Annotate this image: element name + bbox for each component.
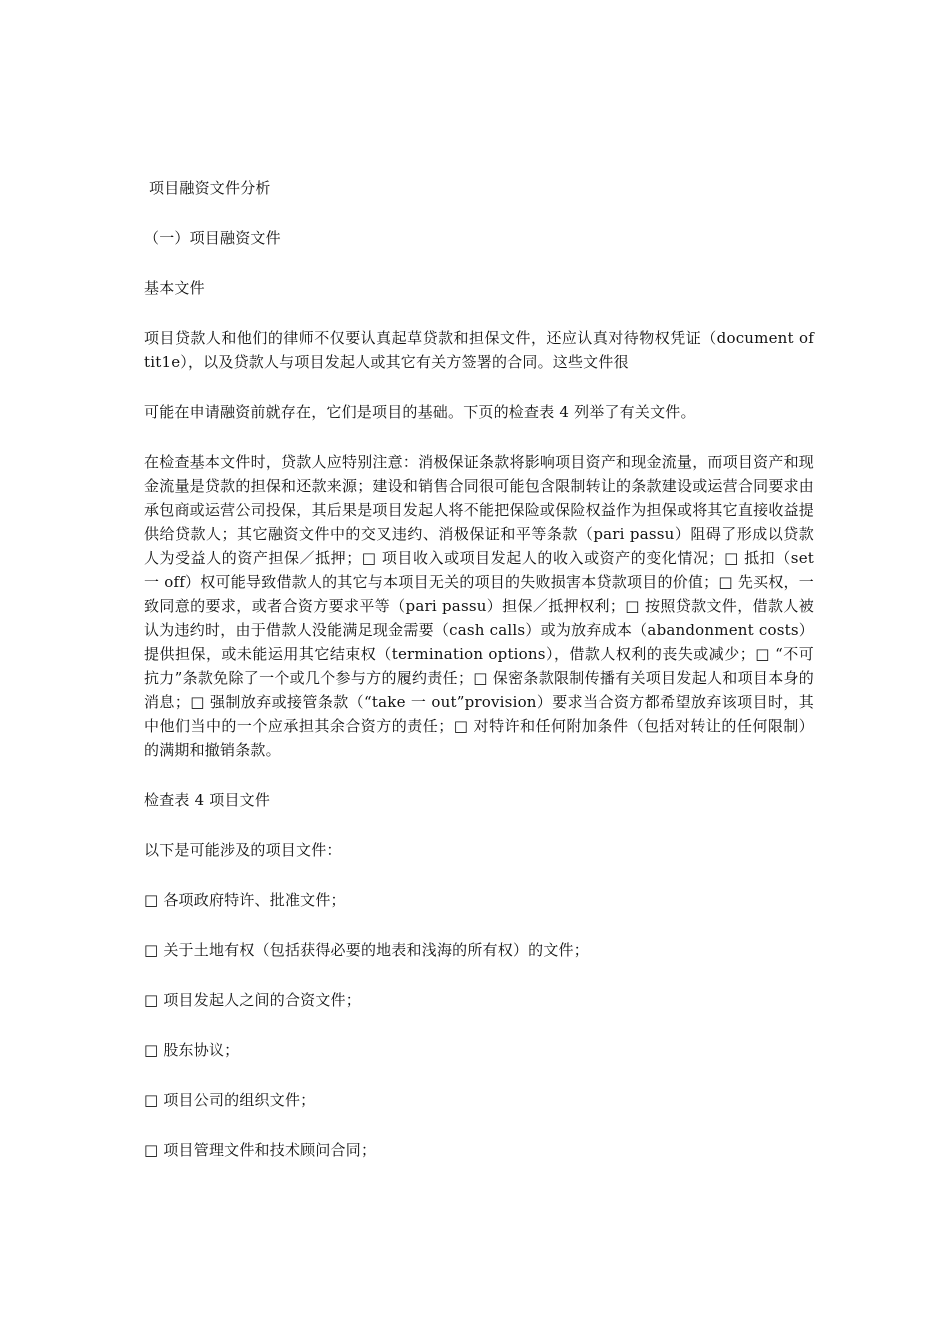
paragraph-2: 可能在申请融资前就存在，它们是项目的基础。下页的检查表 4 列举了有关文件。 bbox=[144, 403, 696, 421]
checklist-item: □ 项目公司的组织文件； bbox=[144, 1091, 316, 1109]
subheading-basic-documents: 基本文件 bbox=[144, 279, 205, 297]
checklist-item: □ 项目发起人之间的合资文件； bbox=[144, 991, 361, 1009]
checklist-item: □ 股东协议； bbox=[144, 1041, 240, 1059]
paragraph-3: 在检查基本文件时，贷款人应特别注意：消极保证条款将影响项目资产和现金流量，而项目资产和现金流量是贷款的担保和还款来源；建设和销售合同很可能包含限制转让的条款建设或运营合同要求由承包商或运营公司投保，其后果是项目发起人将不能把保险或保险权益作为担保或将其它直接收益提供给贷款人；其它融资文件中的交叉违约、消极保证和平等条款（pari passu）阻碍了形成以贷款人为受益人的资产担保／抵押；□ 项目收入或项目发起人的收入或资产的变化情况；□ 抵扣（set 一 off）权可能导致借款人的其它与本项目无关的项目的失败损害本贷款项目的价值；□ 先买权，一致同意的要求，或者合资方要求平等（pari passu）担保／抵押权利；□ 按照贷款文件，借款人被认为违约时，由于借款人没能满足现金需要（cash calls）或为放弃成本（abandonment costs）提供担保，或未能运用其它结束权（termination options），借款人权利的丧失或减少；□ “不可抗力”条款免除了一个或几个参与方的履约责任；□ 保密条款限制传播有关项目发起人和项目本身的消息；□ 强制放弃或接管条款（“take 一 out”provision）要求当合资方都希望放弃该项目时，其中他们当中的一个应承担其余合资方的责任；□ 对特许和任何附加条件（包括对转让的任何限制）的满期和撤销条款。 bbox=[144, 453, 814, 759]
paragraph-1: 项目贷款人和他们的律师不仅要认真起草贷款和担保文件，还应认真对待物权凭证（document of tit1e），以及贷款人与项目发起人或其它有关方签署的合同。这些文件很 bbox=[144, 329, 814, 371]
document-title: 项目融资文件分析 bbox=[149, 179, 271, 197]
checklist-item: □ 项目管理文件和技术顾问合同； bbox=[144, 1141, 377, 1159]
document-body bbox=[144, 176, 814, 1188]
checklist-item: □ 关于土地有权（包括获得必要的地表和浅海的所有权）的文件； bbox=[144, 941, 589, 959]
section-heading: （一）项目融资文件 bbox=[144, 229, 281, 247]
checklist-item: □ 各项政府特许、批准文件； bbox=[144, 891, 346, 909]
checklist-title: 检查表 4 项目文件 bbox=[144, 791, 271, 809]
checklist-intro: 以下是可能涉及的项目文件： bbox=[144, 841, 342, 859]
